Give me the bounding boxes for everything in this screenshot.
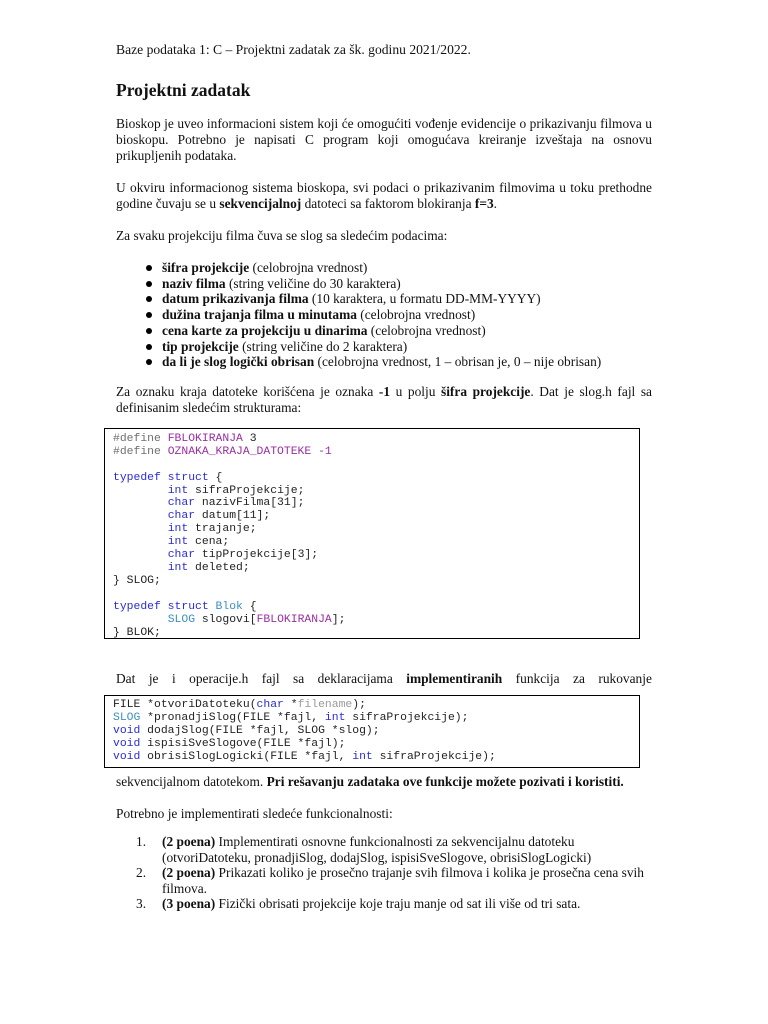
list-item: dužina trajanja filma u minutama (celobrojna vrednost) [162, 307, 652, 323]
operacije-h-code-block: FILE *otvoriDatoteku(char *filename); SLOG *pronadjiSlog(FILE *fajl, int sifraProjekcije); void dodajSlog(FILE *fajl, SLOG *slog); void ispisiSveSlogove(FILE *fajl); void obrisiSlogLogicki(FILE *fajl, int sifraProjekcije); [104, 695, 640, 768]
document-header: Baze podataka 1: C – Projektni zadatak za šk. godinu 2021/2022. [116, 42, 471, 57]
list-item: cena karte za projekciju u dinarima (celobrojna vrednost) [162, 323, 652, 339]
tasks-intro: Potrebno je implementirati sledeće funkcionalnosti: [116, 805, 393, 821]
eof-paragraph: Za oznaku kraja datoteke korišćena je oznaka -1 u polju šifra projekcije. Dat je slog.h fajl sa definisanim sledećim strukturama: [116, 383, 652, 415]
list-item: tip projekcije (string veličine do 2 karaktera) [162, 339, 652, 355]
list-item: datum prikazivanja filma (10 karaktera, u formatu DD-MM-YYYY) [162, 291, 652, 307]
list-item: 2. (2 poena) Prikazati koliko je prosečno trajanje svih filmova i kolika je prosečna cena svih filmova. [136, 865, 644, 896]
operations-paragraph: Dat je i operacije.h fajl sa deklaracijama implementiranih funkcija za rukovanje [116, 670, 652, 686]
intro-paragraph: Bioskop je uveo informacioni sistem koji će omogućiti vođenje evidencije o prikazivanju filmova u bioskopu. Potrebno je napisati C program koji omogućava kreiranje izveštaja na osnovu prikupljenih podataka. [116, 116, 652, 163]
list-item: šifra projekcije (celobrojna vrednost) [162, 260, 652, 276]
record-fields-list [116, 260, 652, 370]
functions-usage-paragraph: sekvencijalnom datotekom. Pri rešavanju zadataka ove funkcije možete pozivati i koristiti. [116, 773, 624, 789]
document-title: Projektni zadatak [116, 80, 251, 100]
slog-h-code-block: #define FBLOKIRANJA 3 #define OZNAKA_KRAJA_DATOTEKE -1 typedef struct { int sifraProjekcije; char nazivFilma[31]; char datum[11]; int trajanje; int cena; char tipProjekcije[3]; int deleted; } SLOG; typedef struct Blok { SLOG slogovi[FBLOKIRANJA]; } BLOK; [104, 428, 640, 639]
tasks-list [116, 834, 652, 912]
document-page [113, 42, 652, 912]
list-item: 3. (3 poena) Fizički obrisati projekcije koje traju manje od sat ili više od tri sata. [136, 896, 581, 912]
list-item: naziv filma (string veličine do 30 karaktera) [162, 276, 652, 292]
storage-paragraph: U okviru informacionog sistema bioskopa, svi podaci o prikazivanim filmovima u toku prethodne godine čuvaju se u sekvencijalnoj datoteci sa faktorom blokiranja f=3. [116, 180, 652, 211]
list-item: da li je slog logički obrisan (celobrojna vrednost, 1 – obrisan je, 0 – nije obrisan) [162, 354, 652, 370]
list-item: 1. (2 poena) Implementirati osnovne funkcionalnosti za sekvencijalnu datoteku (otvoriDatoteku, pronadjiSlog, dodajSlog, ispisiSveSlogove, obrisiSlogLogicki) [136, 833, 592, 865]
fields-intro: Za svaku projekciju filma čuva se slog sa sledećim podacima: [116, 228, 448, 243]
